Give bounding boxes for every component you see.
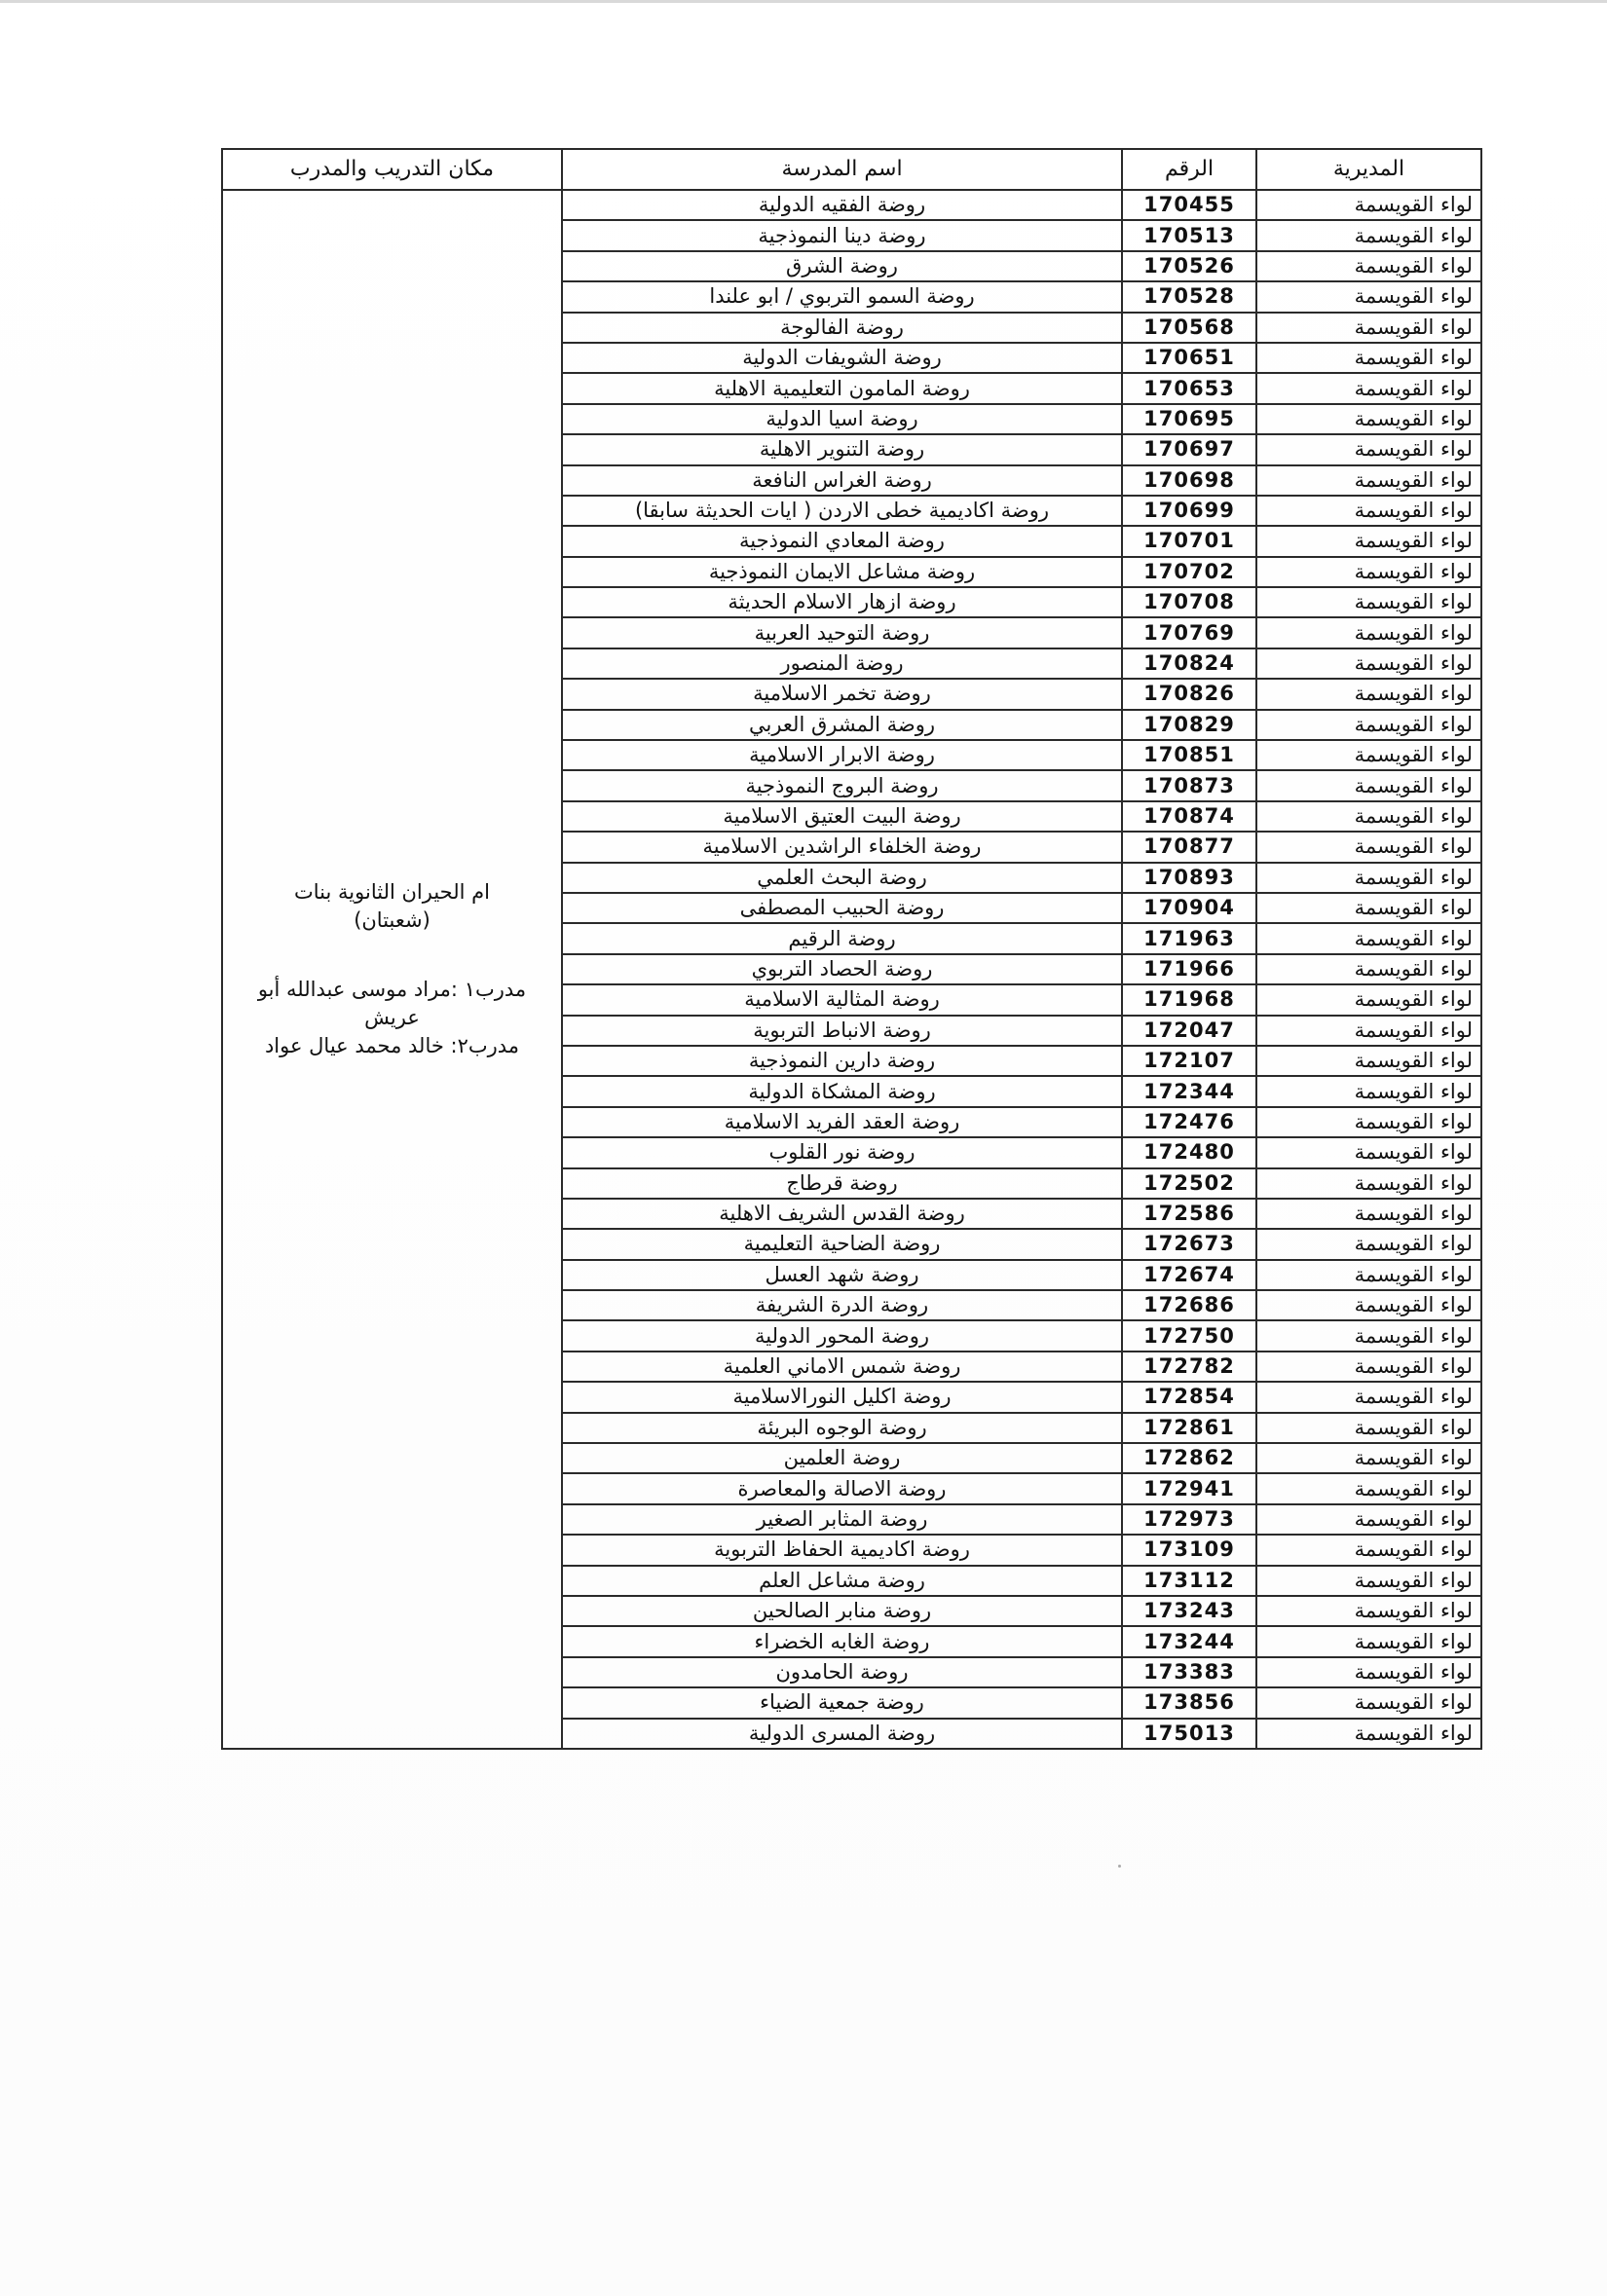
school-name-cell: روضة الضاحية التعليمية: [562, 1229, 1122, 1259]
school-number-cell: 172502: [1122, 1168, 1256, 1199]
school-number-cell: 172941: [1122, 1473, 1256, 1503]
directorate-cell: لواء القويسمة: [1256, 281, 1481, 312]
directorate-cell: لواء القويسمة: [1256, 496, 1481, 526]
school-number-cell: 172973: [1122, 1504, 1256, 1535]
school-number-cell: 170851: [1122, 740, 1256, 770]
trainer1-line2: عريش: [364, 1005, 420, 1029]
school-name-cell: روضة الفالوجة: [562, 313, 1122, 343]
school-number-cell: 172750: [1122, 1320, 1256, 1351]
school-name-cell: روضة المشكاة الدولية: [562, 1076, 1122, 1106]
school-name-cell: روضة قرطاج: [562, 1168, 1122, 1199]
school-name-cell: روضة الاصالة والمعاصرة: [562, 1473, 1122, 1503]
directorate-cell: لواء القويسمة: [1256, 832, 1481, 862]
school-name-cell: روضة شهد العسل: [562, 1260, 1122, 1290]
school-number-cell: 170697: [1122, 434, 1256, 464]
directorate-cell: لواء القويسمة: [1256, 648, 1481, 679]
directorate-cell: لواء القويسمة: [1256, 313, 1481, 343]
school-number-cell: 170769: [1122, 617, 1256, 648]
school-number-cell: 172047: [1122, 1016, 1256, 1046]
school-number-cell: 172586: [1122, 1199, 1256, 1229]
school-number-cell: 170829: [1122, 710, 1256, 740]
training-place-cell: [222, 190, 562, 1749]
school-name-cell: روضة جمعية الضياء: [562, 1687, 1122, 1718]
school-name-cell: روضة اكليل النورالاسلامية: [562, 1382, 1122, 1412]
school-number-cell: 170698: [1122, 465, 1256, 496]
school-name-cell: روضة البحث العلمي: [562, 863, 1122, 893]
directorate-cell: لواء القويسمة: [1256, 1320, 1481, 1351]
directorate-cell: لواء القويسمة: [1256, 251, 1481, 281]
school-name-cell: روضة الحامدون: [562, 1657, 1122, 1687]
school-number-cell: 172476: [1122, 1107, 1256, 1137]
directorate-cell: لواء القويسمة: [1256, 1168, 1481, 1199]
header-training-place: مكان التدريب والمدرب: [222, 149, 562, 190]
school-number-cell: 172107: [1122, 1046, 1256, 1076]
school-name-cell: روضة الابرار الاسلامية: [562, 740, 1122, 770]
school-number-cell: 172861: [1122, 1413, 1256, 1443]
school-name-cell: روضة مشاعل العلم: [562, 1566, 1122, 1596]
directorate-cell: لواء القويسمة: [1256, 1719, 1481, 1749]
directorate-cell: لواء القويسمة: [1256, 526, 1481, 556]
school-name-cell: روضة تخمر الاسلامية: [562, 679, 1122, 709]
table-row: [222, 190, 1481, 220]
school-number-cell: 170568: [1122, 313, 1256, 343]
trainer1-line1: مدرب١ :مراد موسى عبدالله أبو: [257, 977, 527, 1001]
school-number-cell: 170455: [1122, 190, 1256, 220]
school-name-cell: روضة التنوير الاهلية: [562, 434, 1122, 464]
directorate-cell: لواء القويسمة: [1256, 1473, 1481, 1503]
directorate-cell: لواء القويسمة: [1256, 1352, 1481, 1382]
directorate-cell: لواء القويسمة: [1256, 1290, 1481, 1320]
training-school-line2: (شعبتان): [354, 907, 430, 932]
school-number-cell: 172862: [1122, 1443, 1256, 1473]
directorate-cell: لواء القويسمة: [1256, 190, 1481, 220]
school-number-cell: 170528: [1122, 281, 1256, 312]
scan-top-edge: [0, 0, 1607, 3]
school-number-cell: 170893: [1122, 863, 1256, 893]
school-number-cell: 172686: [1122, 1290, 1256, 1320]
school-number-cell: 173244: [1122, 1626, 1256, 1656]
school-name-cell: روضة الشويفات الدولية: [562, 343, 1122, 373]
directorate-cell: لواء القويسمة: [1256, 1443, 1481, 1473]
school-number-cell: 173243: [1122, 1596, 1256, 1626]
directorate-cell: لواء القويسمة: [1256, 1199, 1481, 1229]
directorate-cell: لواء القويسمة: [1256, 1657, 1481, 1687]
school-name-cell: روضة دينا النموذجية: [562, 220, 1122, 250]
school-name-cell: روضة الانباط التربوية: [562, 1016, 1122, 1046]
directorate-cell: لواء القويسمة: [1256, 1016, 1481, 1046]
directorate-cell: لواء القويسمة: [1256, 1626, 1481, 1656]
school-name-cell: روضة مشاعل الايمان النموذجية: [562, 557, 1122, 587]
directorate-cell: لواء القويسمة: [1256, 617, 1481, 648]
directorate-cell: لواء القويسمة: [1256, 1076, 1481, 1106]
header-number: الرقم: [1122, 149, 1256, 190]
directorate-cell: لواء القويسمة: [1256, 434, 1481, 464]
school-name-cell: روضة شمس الاماني العلمية: [562, 1352, 1122, 1382]
school-name-cell: روضة منابر الصالحين: [562, 1596, 1122, 1626]
directorate-cell: لواء القويسمة: [1256, 954, 1481, 984]
school-name-cell: روضة اكاديمية خطى الاردن ( ايات الحديثة سابقا): [562, 496, 1122, 526]
training-place-spacer: [231, 935, 553, 976]
school-name-cell: روضة المعادي النموذجية: [562, 526, 1122, 556]
school-number-cell: 170651: [1122, 343, 1256, 373]
directorate-cell: لواء القويسمة: [1256, 1137, 1481, 1167]
directorate-cell: لواء القويسمة: [1256, 373, 1481, 403]
school-number-cell: 170873: [1122, 770, 1256, 800]
school-number-cell: 170701: [1122, 526, 1256, 556]
directorate-cell: لواء القويسمة: [1256, 1107, 1481, 1137]
school-number-cell: 172674: [1122, 1260, 1256, 1290]
school-number-cell: 170702: [1122, 557, 1256, 587]
school-number-cell: 170699: [1122, 496, 1256, 526]
school-name-cell: روضة اسيا الدولية: [562, 404, 1122, 434]
school-number-cell: 170513: [1122, 220, 1256, 250]
school-number-cell: 173109: [1122, 1535, 1256, 1565]
directorate-cell: لواء القويسمة: [1256, 1596, 1481, 1626]
directorate-cell: لواء القويسمة: [1256, 1046, 1481, 1076]
school-name-cell: روضة المثابر الصغير: [562, 1504, 1122, 1535]
school-name-cell: روضة الفقيه الدولية: [562, 190, 1122, 220]
school-number-cell: 171968: [1122, 984, 1256, 1015]
schools-table: [221, 148, 1482, 1750]
school-number-cell: 173112: [1122, 1566, 1256, 1596]
school-number-cell: 172854: [1122, 1382, 1256, 1412]
directorate-cell: لواء القويسمة: [1256, 923, 1481, 953]
school-number-cell: 170653: [1122, 373, 1256, 403]
school-number-cell: 172480: [1122, 1137, 1256, 1167]
school-name-cell: روضة البيت العتيق الاسلامية: [562, 801, 1122, 832]
school-name-cell: روضة العقد الفريد الاسلامية: [562, 1107, 1122, 1137]
header-directorate: المديرية: [1256, 149, 1481, 190]
school-name-cell: روضة الرقيم: [562, 923, 1122, 953]
school-name-cell: روضة الوجوه البريئة: [562, 1413, 1122, 1443]
school-name-cell: روضة الدرة الشريفة: [562, 1290, 1122, 1320]
directorate-cell: لواء القويسمة: [1256, 1413, 1481, 1443]
directorate-cell: لواء القويسمة: [1256, 1535, 1481, 1565]
school-number-cell: 172673: [1122, 1229, 1256, 1259]
directorate-cell: لواء القويسمة: [1256, 465, 1481, 496]
directorate-cell: لواء القويسمة: [1256, 1260, 1481, 1290]
directorate-cell: لواء القويسمة: [1256, 893, 1481, 923]
school-name-cell: روضة الغراس النافعة: [562, 465, 1122, 496]
school-name-cell: روضة السمو التربوي / ابو علندا: [562, 281, 1122, 312]
school-number-cell: 171966: [1122, 954, 1256, 984]
school-name-cell: روضة المثالية الاسلامية: [562, 984, 1122, 1015]
school-name-cell: روضة المشرق العربي: [562, 710, 1122, 740]
directorate-cell: لواء القويسمة: [1256, 679, 1481, 709]
school-name-cell: روضة الشرق: [562, 251, 1122, 281]
training-school-line1: ام الحيران الثانوية بنات: [294, 879, 490, 904]
school-name-cell: روضة الخلفاء الراشدين الاسلامية: [562, 832, 1122, 862]
directorate-cell: لواء القويسمة: [1256, 740, 1481, 770]
directorate-cell: لواء القويسمة: [1256, 587, 1481, 617]
school-name-cell: روضة البروج النموذجية: [562, 770, 1122, 800]
directorate-cell: لواء القويسمة: [1256, 863, 1481, 893]
header-school-name: اسم المدرسة: [562, 149, 1122, 190]
scan-speck: [1118, 1865, 1121, 1868]
directorate-cell: لواء القويسمة: [1256, 1382, 1481, 1412]
directorate-cell: لواء القويسمة: [1256, 770, 1481, 800]
directorate-cell: لواء القويسمة: [1256, 984, 1481, 1015]
header-row: [222, 149, 1481, 190]
directorate-cell: لواء القويسمة: [1256, 1687, 1481, 1718]
directorate-cell: لواء القويسمة: [1256, 1229, 1481, 1259]
school-name-cell: روضة المسرى الدولية: [562, 1719, 1122, 1749]
school-name-cell: روضة الحصاد التربوي: [562, 954, 1122, 984]
school-name-cell: روضة اكاديمية الحفاظ التربوية: [562, 1535, 1122, 1565]
table-body: [222, 190, 1481, 1749]
school-number-cell: 172782: [1122, 1352, 1256, 1382]
school-name-cell: روضة نور القلوب: [562, 1137, 1122, 1167]
school-name-cell: روضة التوحيد العربية: [562, 617, 1122, 648]
directorate-cell: لواء القويسمة: [1256, 710, 1481, 740]
directorate-cell: لواء القويسمة: [1256, 220, 1481, 250]
school-number-cell: 175013: [1122, 1719, 1256, 1749]
school-name-cell: روضة المامون التعليمية الاهلية: [562, 373, 1122, 403]
directorate-cell: لواء القويسمة: [1256, 343, 1481, 373]
school-name-cell: روضة المحور الدولية: [562, 1320, 1122, 1351]
school-number-cell: 170877: [1122, 832, 1256, 862]
trainer2: مدرب٢: خالد محمد عيال عواد: [264, 1033, 520, 1057]
school-number-cell: 170695: [1122, 404, 1256, 434]
directorate-cell: لواء القويسمة: [1256, 557, 1481, 587]
school-name-cell: روضة ازهار الاسلام الحديثة: [562, 587, 1122, 617]
school-name-cell: روضة المنصور: [562, 648, 1122, 679]
school-name-cell: روضة القدس الشريف الاهلية: [562, 1199, 1122, 1229]
school-number-cell: 170904: [1122, 893, 1256, 923]
directorate-cell: لواء القويسمة: [1256, 1504, 1481, 1535]
directorate-cell: لواء القويسمة: [1256, 1566, 1481, 1596]
school-number-cell: 171963: [1122, 923, 1256, 953]
school-name-cell: روضة الحبيب المصطفى: [562, 893, 1122, 923]
school-number-cell: 170708: [1122, 587, 1256, 617]
directorate-cell: لواء القويسمة: [1256, 801, 1481, 832]
school-name-cell: روضة الغابه الخضراء: [562, 1626, 1122, 1656]
school-name-cell: روضة العلمين: [562, 1443, 1122, 1473]
school-number-cell: 170526: [1122, 251, 1256, 281]
school-number-cell: 172344: [1122, 1076, 1256, 1106]
directorate-cell: لواء القويسمة: [1256, 404, 1481, 434]
school-number-cell: 170826: [1122, 679, 1256, 709]
school-number-cell: 170874: [1122, 801, 1256, 832]
school-name-cell: روضة دارين النموذجية: [562, 1046, 1122, 1076]
school-number-cell: 173856: [1122, 1687, 1256, 1718]
school-number-cell: 170824: [1122, 648, 1256, 679]
school-number-cell: 173383: [1122, 1657, 1256, 1687]
